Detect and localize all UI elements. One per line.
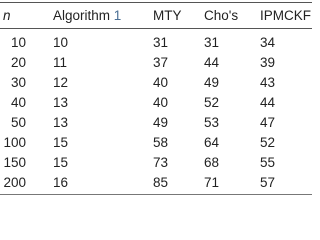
cell-mty: 37 — [153, 55, 169, 70]
cell-algorithm: 11 — [53, 55, 68, 70]
cell-chos: 49 — [204, 75, 220, 90]
header-algorithm — [53, 5, 121, 27]
cell-mty: 49 — [153, 115, 169, 130]
table-row — [0, 153, 312, 173]
cell-ipmckf: 34 — [260, 35, 276, 50]
cell-mty: 40 — [153, 75, 169, 90]
cell-mty: 85 — [153, 175, 169, 190]
cell-ipmckf: 43 — [260, 75, 276, 90]
table-top-rule — [0, 2, 312, 3]
cell-ipmckf: 47 — [260, 115, 276, 130]
cell-chos: 53 — [204, 115, 220, 130]
cell-mty: 73 — [153, 155, 169, 170]
cell-ipmckf: 44 — [260, 95, 276, 110]
cell-n: 30 — [10, 75, 26, 90]
cell-algorithm: 13 — [53, 115, 69, 130]
cell-ipmckf: 39 — [260, 55, 276, 70]
table-bottom-rule — [0, 194, 312, 195]
header-chos: Cho's — [204, 8, 239, 23]
cell-algorithm: 10 — [53, 35, 69, 50]
cell-chos: 44 — [204, 55, 220, 70]
cell-mty: 40 — [153, 95, 169, 110]
header-mty: MTY — [153, 8, 182, 23]
cell-algorithm: 15 — [53, 135, 69, 150]
cell-algorithm: 16 — [53, 175, 69, 190]
cell-mty: 58 — [153, 135, 169, 150]
cell-ipmckf: 52 — [260, 135, 276, 150]
table-header-rule — [0, 28, 312, 29]
cell-n: 50 — [10, 115, 26, 130]
table-row — [0, 133, 312, 153]
header-algorithm-label: Algorithm — [53, 8, 111, 23]
cell-n: 200 — [3, 175, 26, 190]
cell-algorithm: 13 — [53, 95, 69, 110]
table-row — [0, 113, 312, 133]
header-algorithm-ref-link[interactable]: 1 — [113, 8, 122, 23]
cell-n: 100 — [3, 135, 26, 150]
cell-chos: 68 — [204, 155, 220, 170]
cell-chos: 71 — [204, 175, 220, 190]
table-row — [0, 53, 312, 73]
table-row — [0, 33, 312, 53]
cell-mty: 31 — [153, 35, 169, 50]
cell-chos: 52 — [204, 95, 220, 110]
header-n: n — [3, 8, 11, 23]
cell-algorithm: 12 — [53, 75, 69, 90]
cell-chos: 64 — [204, 135, 220, 150]
cell-n: 20 — [10, 55, 26, 70]
header-ipmckf: IPMCKF — [260, 8, 312, 23]
cell-chos: 31 — [204, 35, 220, 50]
table-header-row — [0, 5, 312, 27]
cell-n: 150 — [3, 155, 26, 170]
cell-ipmckf: 57 — [260, 175, 276, 190]
table-body — [0, 33, 312, 193]
cell-n: 40 — [10, 95, 26, 110]
table-row — [0, 173, 312, 193]
table-row — [0, 93, 312, 113]
cell-ipmckf: 55 — [260, 155, 276, 170]
table-row — [0, 73, 312, 93]
cell-algorithm: 15 — [53, 155, 69, 170]
cell-n: 10 — [10, 35, 26, 50]
